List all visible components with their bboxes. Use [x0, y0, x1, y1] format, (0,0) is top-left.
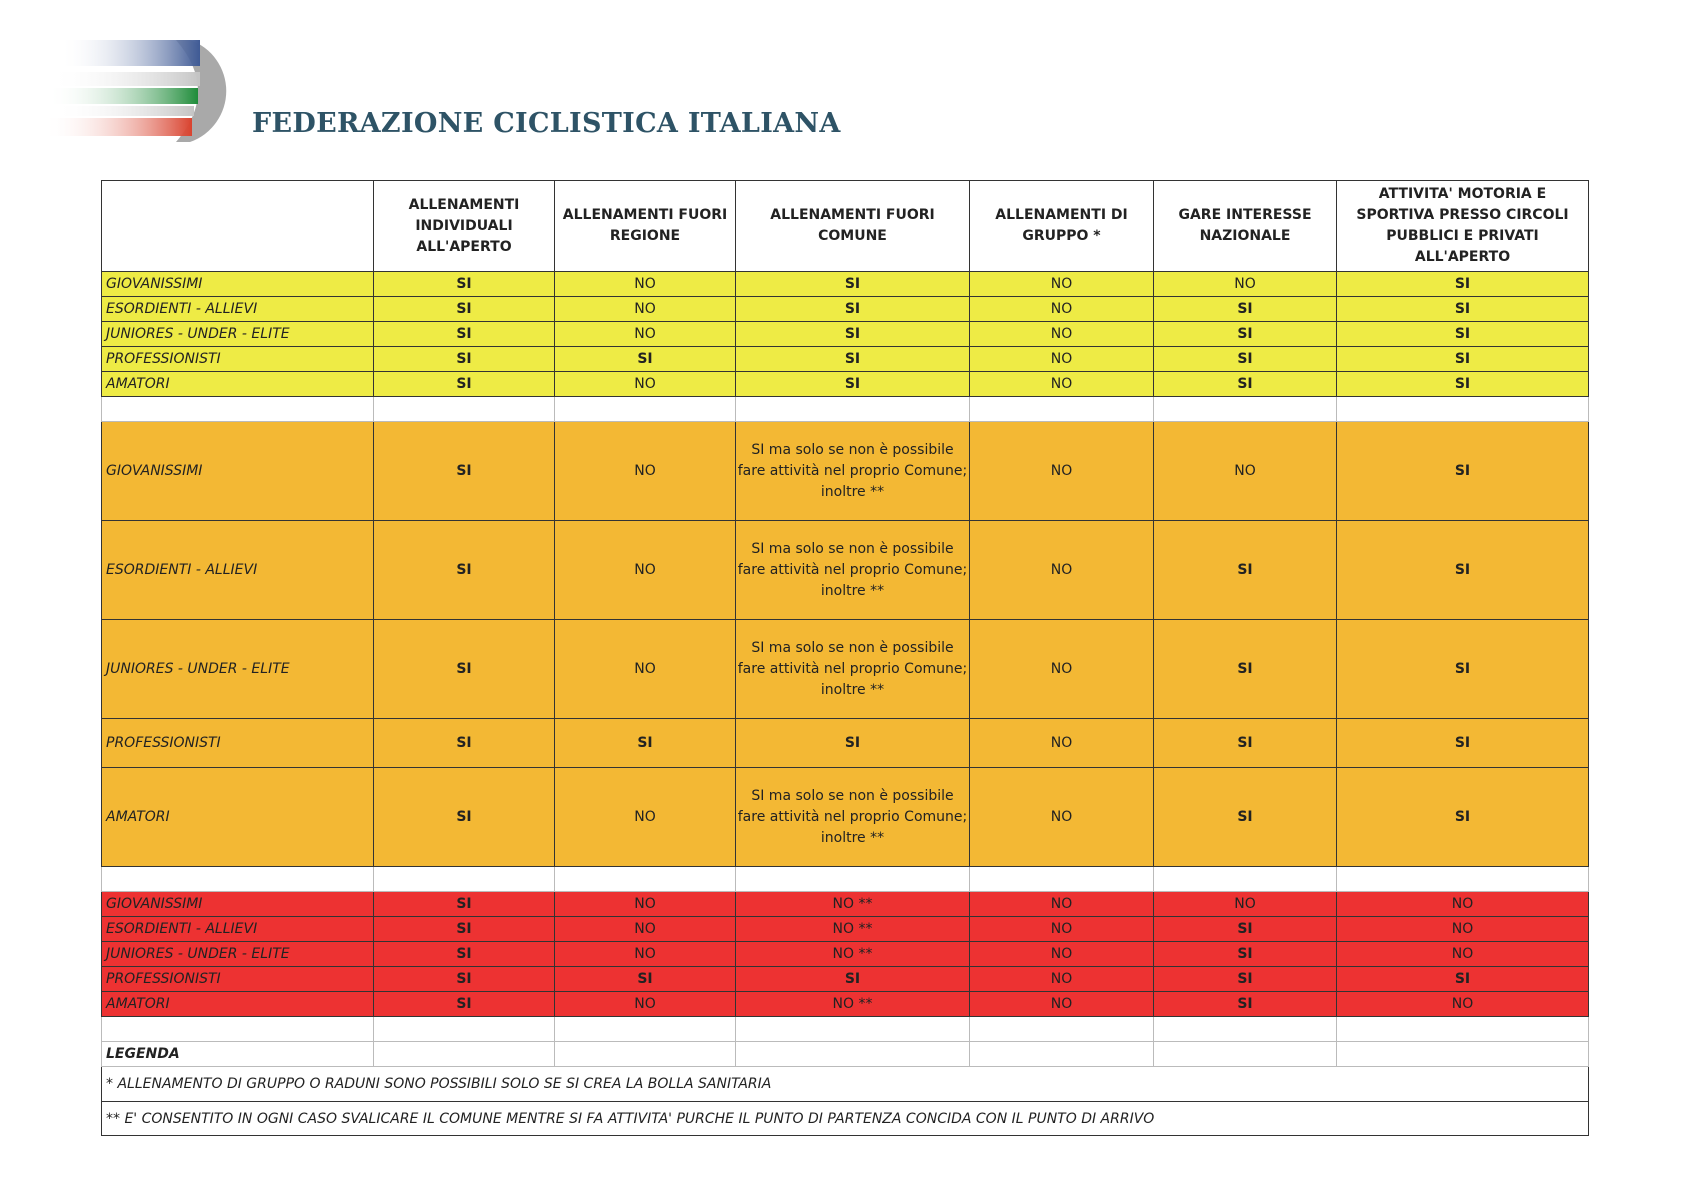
category-label: PROFESSIONISTI [102, 967, 374, 992]
rule-cell: SI [1154, 297, 1337, 322]
rule-cell: NO [970, 297, 1154, 322]
rule-cell: SI ma solo se non è possibile fare attività nel proprio Comune; inoltre ** [736, 620, 970, 719]
empty-cell [374, 867, 555, 892]
rule-cell: SI [374, 322, 555, 347]
empty-cell [374, 1017, 555, 1042]
rule-cell: NO [970, 892, 1154, 917]
rule-cell: NO [555, 521, 736, 620]
fci-logo [40, 38, 260, 148]
rule-cell: SI ma solo se non è possibile fare attività nel proprio Comune; inoltre ** [736, 521, 970, 620]
rule-cell: NO [1154, 422, 1337, 521]
yellow-zone-row [102, 347, 1589, 372]
rule-cell: SI [736, 372, 970, 397]
empty-cell [102, 397, 374, 422]
spacer-row [102, 397, 1589, 422]
rule-cell: NO [970, 521, 1154, 620]
rule-cell: NO [970, 992, 1154, 1017]
empty-cell [555, 867, 736, 892]
header-corner [102, 181, 374, 272]
rule-cell: NO [555, 892, 736, 917]
red-zone-row [102, 992, 1589, 1017]
rule-cell: SI [374, 422, 555, 521]
orange-zone-row [102, 768, 1589, 867]
empty-cell [102, 867, 374, 892]
rule-cell: SI [1337, 967, 1589, 992]
category-label: AMATORI [102, 372, 374, 397]
rule-cell: SI [374, 719, 555, 768]
rule-cell: SI [736, 272, 970, 297]
red-zone-row [102, 917, 1589, 942]
empty-cell [970, 1042, 1154, 1067]
red-zone-row [102, 967, 1589, 992]
empty-cell [555, 1017, 736, 1042]
cycling-rules-table [101, 180, 1589, 1136]
legend-row [102, 1042, 1589, 1067]
rule-cell: NO [555, 372, 736, 397]
rule-cell: SI [1154, 620, 1337, 719]
rule-cell: SI [374, 992, 555, 1017]
empty-cell [1154, 397, 1337, 422]
rule-cell: NO [1337, 892, 1589, 917]
rule-cell: NO [1154, 272, 1337, 297]
rule-cell: SI ma solo se non è possibile fare attività nel proprio Comune; inoltre ** [736, 422, 970, 521]
category-label: ESORDIENTI - ALLIEVI [102, 917, 374, 942]
rule-cell: SI [374, 917, 555, 942]
rule-cell: NO [555, 322, 736, 347]
category-label: ESORDIENTI - ALLIEVI [102, 521, 374, 620]
rule-cell: SI [374, 967, 555, 992]
rule-cell: SI [1154, 347, 1337, 372]
red-zone-row [102, 942, 1589, 967]
rule-cell: SI [374, 347, 555, 372]
rule-cell: NO [555, 942, 736, 967]
legend-note: ** E' CONSENTITO IN OGNI CASO SVALICARE IL COMUNE MENTRE SI FA ATTIVITA' PURCHE IL PUNTO DI PARTENZA CONCIDA CON IL PUNTO DI ARRIVO [102, 1102, 1589, 1136]
rule-cell: SI [1337, 620, 1589, 719]
column-header: ATTIVITA' MOTORIA E SPORTIVA PRESSO CIRCOLI PUBBLICI E PRIVATI ALL'APERTO [1337, 181, 1589, 272]
column-header: ALLENAMENTI FUORI REGIONE [555, 181, 736, 272]
rule-cell: SI [1154, 372, 1337, 397]
legend-note-row [102, 1067, 1589, 1102]
rule-cell: SI [1154, 967, 1337, 992]
rule-cell: NO [970, 768, 1154, 867]
rule-cell: NO [555, 422, 736, 521]
rule-cell: SI [736, 322, 970, 347]
rule-cell: SI [374, 768, 555, 867]
rule-cell: NO [970, 272, 1154, 297]
rule-cell: NO [970, 967, 1154, 992]
category-label: JUNIORES - UNDER - ELITE [102, 322, 374, 347]
rule-cell: SI [1337, 521, 1589, 620]
header-row [102, 181, 1589, 272]
rule-cell: NO [970, 372, 1154, 397]
rule-cell: NO [555, 917, 736, 942]
column-header: ALLENAMENTI DI GRUPPO * [970, 181, 1154, 272]
category-label: GIOVANISSIMI [102, 272, 374, 297]
rule-cell: SI [555, 719, 736, 768]
orange-zone-row [102, 620, 1589, 719]
rule-cell: SI [1154, 942, 1337, 967]
rule-cell: NO [970, 347, 1154, 372]
rule-cell: SI [1337, 272, 1589, 297]
rule-cell: SI [374, 372, 555, 397]
legend-title: LEGENDA [102, 1042, 374, 1067]
category-label: PROFESSIONISTI [102, 719, 374, 768]
rule-cell: NO [555, 297, 736, 322]
rule-cell: SI [555, 347, 736, 372]
rule-cell: NO [555, 620, 736, 719]
empty-cell [736, 867, 970, 892]
rule-cell: SI [1154, 521, 1337, 620]
rule-cell: SI [1337, 768, 1589, 867]
rule-cell: NO [1337, 917, 1589, 942]
category-label: ESORDIENTI - ALLIEVI [102, 297, 374, 322]
rule-cell: NO [555, 992, 736, 1017]
rule-cell: NO [970, 917, 1154, 942]
empty-cell [374, 1042, 555, 1067]
rule-cell: SI [1154, 322, 1337, 347]
orange-zone-row [102, 422, 1589, 521]
rule-cell: SI [1154, 992, 1337, 1017]
yellow-zone-row [102, 272, 1589, 297]
empty-cell [970, 1017, 1154, 1042]
rule-cell: SI [1154, 917, 1337, 942]
empty-cell [970, 867, 1154, 892]
empty-cell [1337, 867, 1589, 892]
rule-cell: SI [374, 272, 555, 297]
rule-cell: NO ** [736, 892, 970, 917]
rule-cell: NO [555, 768, 736, 867]
rule-cell: SI [736, 347, 970, 372]
empty-cell [1337, 397, 1589, 422]
rule-cell: NO [970, 322, 1154, 347]
empty-cell [555, 397, 736, 422]
rule-cell: SI [1337, 422, 1589, 521]
rule-cell: SI [736, 297, 970, 322]
rule-cell: SI [555, 967, 736, 992]
empty-cell [102, 1017, 374, 1042]
rule-cell: SI [1154, 768, 1337, 867]
empty-cell [736, 397, 970, 422]
rule-cell: SI [1337, 322, 1589, 347]
rule-cell: SI ma solo se non è possibile fare attività nel proprio Comune; inoltre ** [736, 768, 970, 867]
rule-cell: SI [374, 942, 555, 967]
rule-cell: SI [374, 620, 555, 719]
rule-cell: NO [970, 422, 1154, 521]
orange-zone-row [102, 719, 1589, 768]
empty-cell [1154, 1042, 1337, 1067]
yellow-zone-row [102, 297, 1589, 322]
column-header: ALLENAMENTI INDIVIDUALI ALL'APERTO [374, 181, 555, 272]
category-label: GIOVANISSIMI [102, 892, 374, 917]
empty-cell [736, 1017, 970, 1042]
rule-cell: NO ** [736, 992, 970, 1017]
empty-cell [555, 1042, 736, 1067]
rule-cell: NO [1337, 992, 1589, 1017]
rule-cell: SI [1154, 719, 1337, 768]
category-label: JUNIORES - UNDER - ELITE [102, 620, 374, 719]
category-label: AMATORI [102, 768, 374, 867]
red-zone-row [102, 892, 1589, 917]
rule-cell: SI [374, 521, 555, 620]
rule-cell: NO [1154, 892, 1337, 917]
category-label: AMATORI [102, 992, 374, 1017]
spacer-row [102, 867, 1589, 892]
empty-cell [374, 397, 555, 422]
empty-cell [1337, 1017, 1589, 1042]
column-header: GARE INTERESSE NAZIONALE [1154, 181, 1337, 272]
empty-cell [1337, 1042, 1589, 1067]
category-label: PROFESSIONISTI [102, 347, 374, 372]
rule-cell: SI [1337, 297, 1589, 322]
rule-cell: NO [970, 942, 1154, 967]
rule-cell: NO ** [736, 917, 970, 942]
rule-cell: NO [555, 272, 736, 297]
rule-cell: NO ** [736, 942, 970, 967]
rule-cell: SI [736, 719, 970, 768]
rule-cell: NO [970, 719, 1154, 768]
rule-cell: SI [1337, 347, 1589, 372]
rule-cell: SI [374, 297, 555, 322]
yellow-zone-row [102, 372, 1589, 397]
legend-note: * ALLENAMENTO DI GRUPPO O RADUNI SONO POSSIBILI SOLO SE SI CREA LA BOLLA SANITARIA [102, 1067, 1589, 1102]
rule-cell: SI [1337, 372, 1589, 397]
rule-cell: NO [970, 620, 1154, 719]
rule-cell: NO [1337, 942, 1589, 967]
legend-note-row [102, 1102, 1589, 1136]
rule-cell: SI [736, 967, 970, 992]
category-label: GIOVANISSIMI [102, 422, 374, 521]
rule-cell: SI [374, 892, 555, 917]
category-label: JUNIORES - UNDER - ELITE [102, 942, 374, 967]
orange-zone-row [102, 521, 1589, 620]
rule-cell: SI [1337, 719, 1589, 768]
empty-cell [1154, 1017, 1337, 1042]
empty-cell [970, 397, 1154, 422]
empty-cell [1154, 867, 1337, 892]
empty-cell [736, 1042, 970, 1067]
column-header: ALLENAMENTI FUORI COMUNE [736, 181, 970, 272]
yellow-zone-row [102, 322, 1589, 347]
federation-title: FEDERAZIONE CICLISTICA ITALIANA [252, 108, 841, 139]
spacer-row [102, 1017, 1589, 1042]
